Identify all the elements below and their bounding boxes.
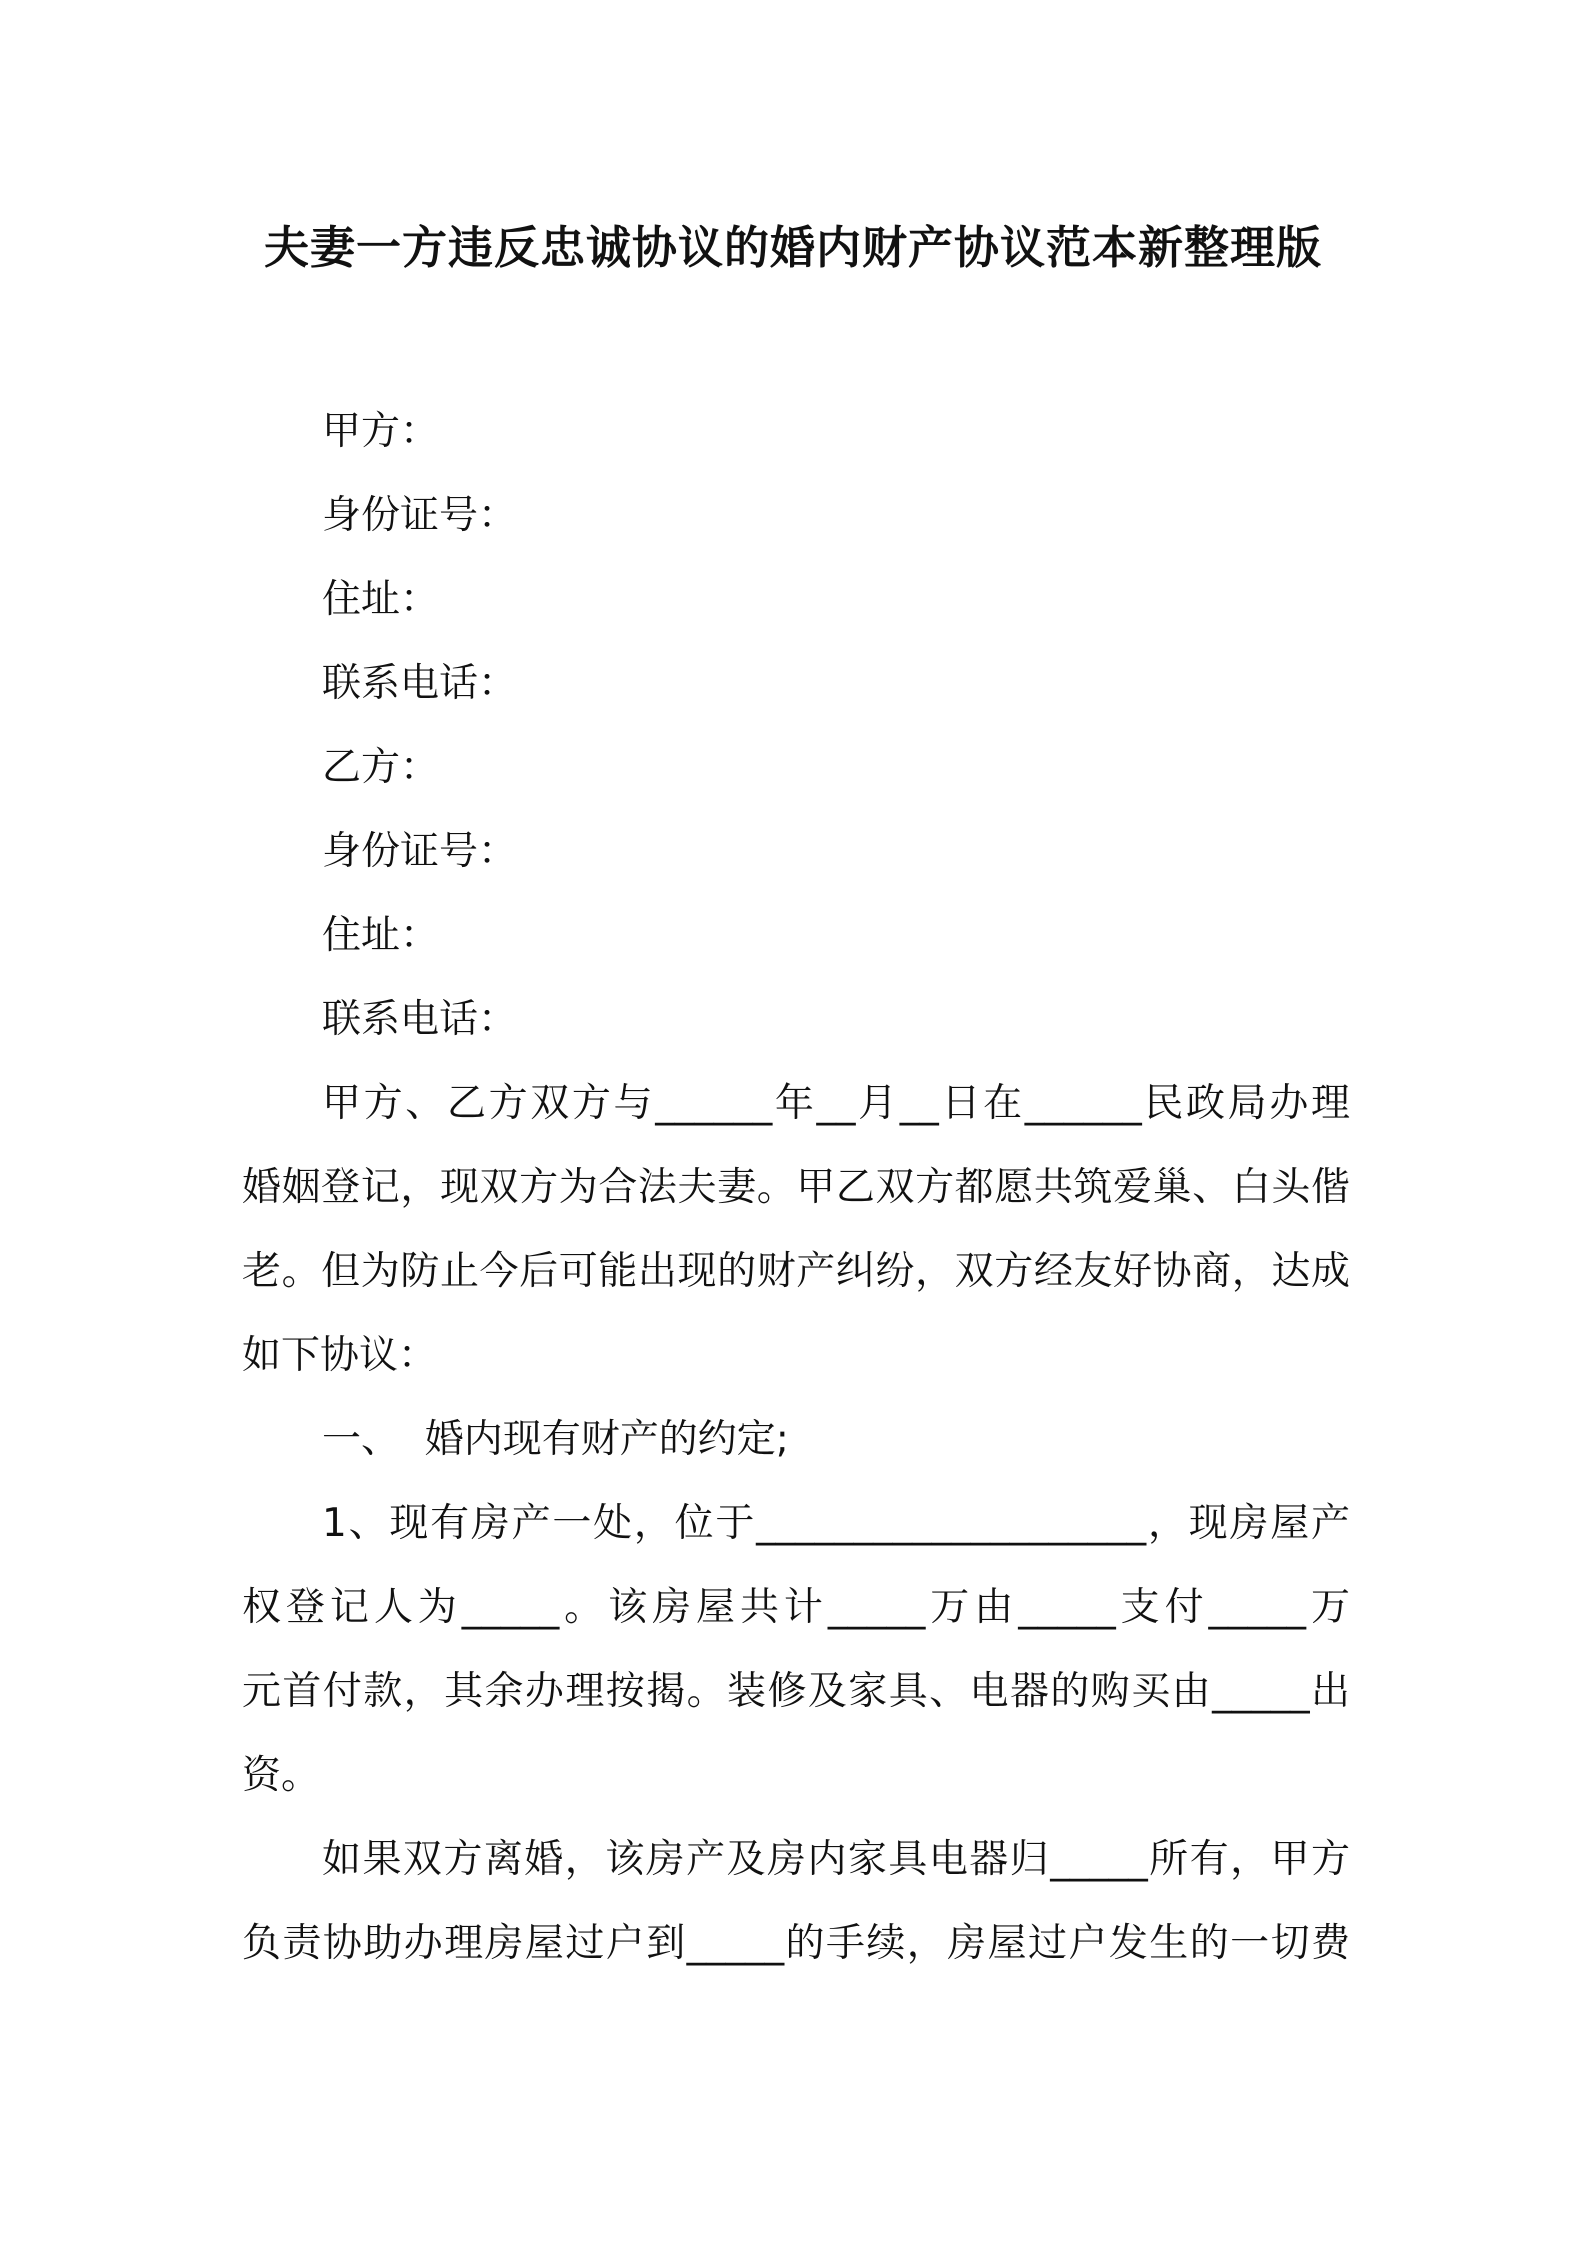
intro-paragraph [242,1062,1350,1398]
party-a-phone-label: 联系电话： [322,661,518,706]
section-1-heading: 一、 婚内现有财产的约定; [322,1417,789,1462]
document-title: 夫妻一方违反忠诚协议的婚内财产协议范本新整理版 [263,221,1322,274]
party-a-address-label: 住址： [322,577,440,622]
party-b-id-label: 身份证号： [322,829,518,874]
intro-line: 婚姻登记，现双方为合法夫妻。甲乙双方都愿共筑爱巢、白头偕 [242,1165,1350,1210]
party-a-id-label: 身份证号： [322,493,518,538]
divorce-line: 负责协助办理房屋过户到_____的手续，房屋过户发生的一切费 [242,1921,1350,1966]
item-1-line: 资。 [242,1753,321,1798]
intro-line: 甲方、乙方双方与______年__月__日在______民政局办理 [322,1081,1350,1126]
party-b-phone-label: 联系电话： [322,997,518,1042]
item-1-line: 权登记人为_____。该房屋共计_____万由_____支付_____万 [242,1585,1350,1630]
item-1-line: 元首付款，其余办理按揭。装修及家具、电器的购买由_____出 [242,1669,1350,1714]
item-1-paragraph [242,1482,1350,1818]
item-1-line: 1、现有房产一处，位于____________________，现房屋产 [322,1501,1350,1546]
party-a-label: 甲方： [322,409,440,454]
divorce-line: 如果双方离婚，该房产及房内家具电器归_____所有，甲方 [322,1837,1350,1882]
divorce-paragraph [242,1818,1350,1986]
party-b-label: 乙方： [322,745,440,790]
intro-line: 老。但为防止今后可能出现的财产纠纷，双方经友好协商，达成 [242,1249,1350,1294]
party-b-address-label: 住址： [322,913,440,958]
intro-line: 如下协议： [242,1333,438,1378]
